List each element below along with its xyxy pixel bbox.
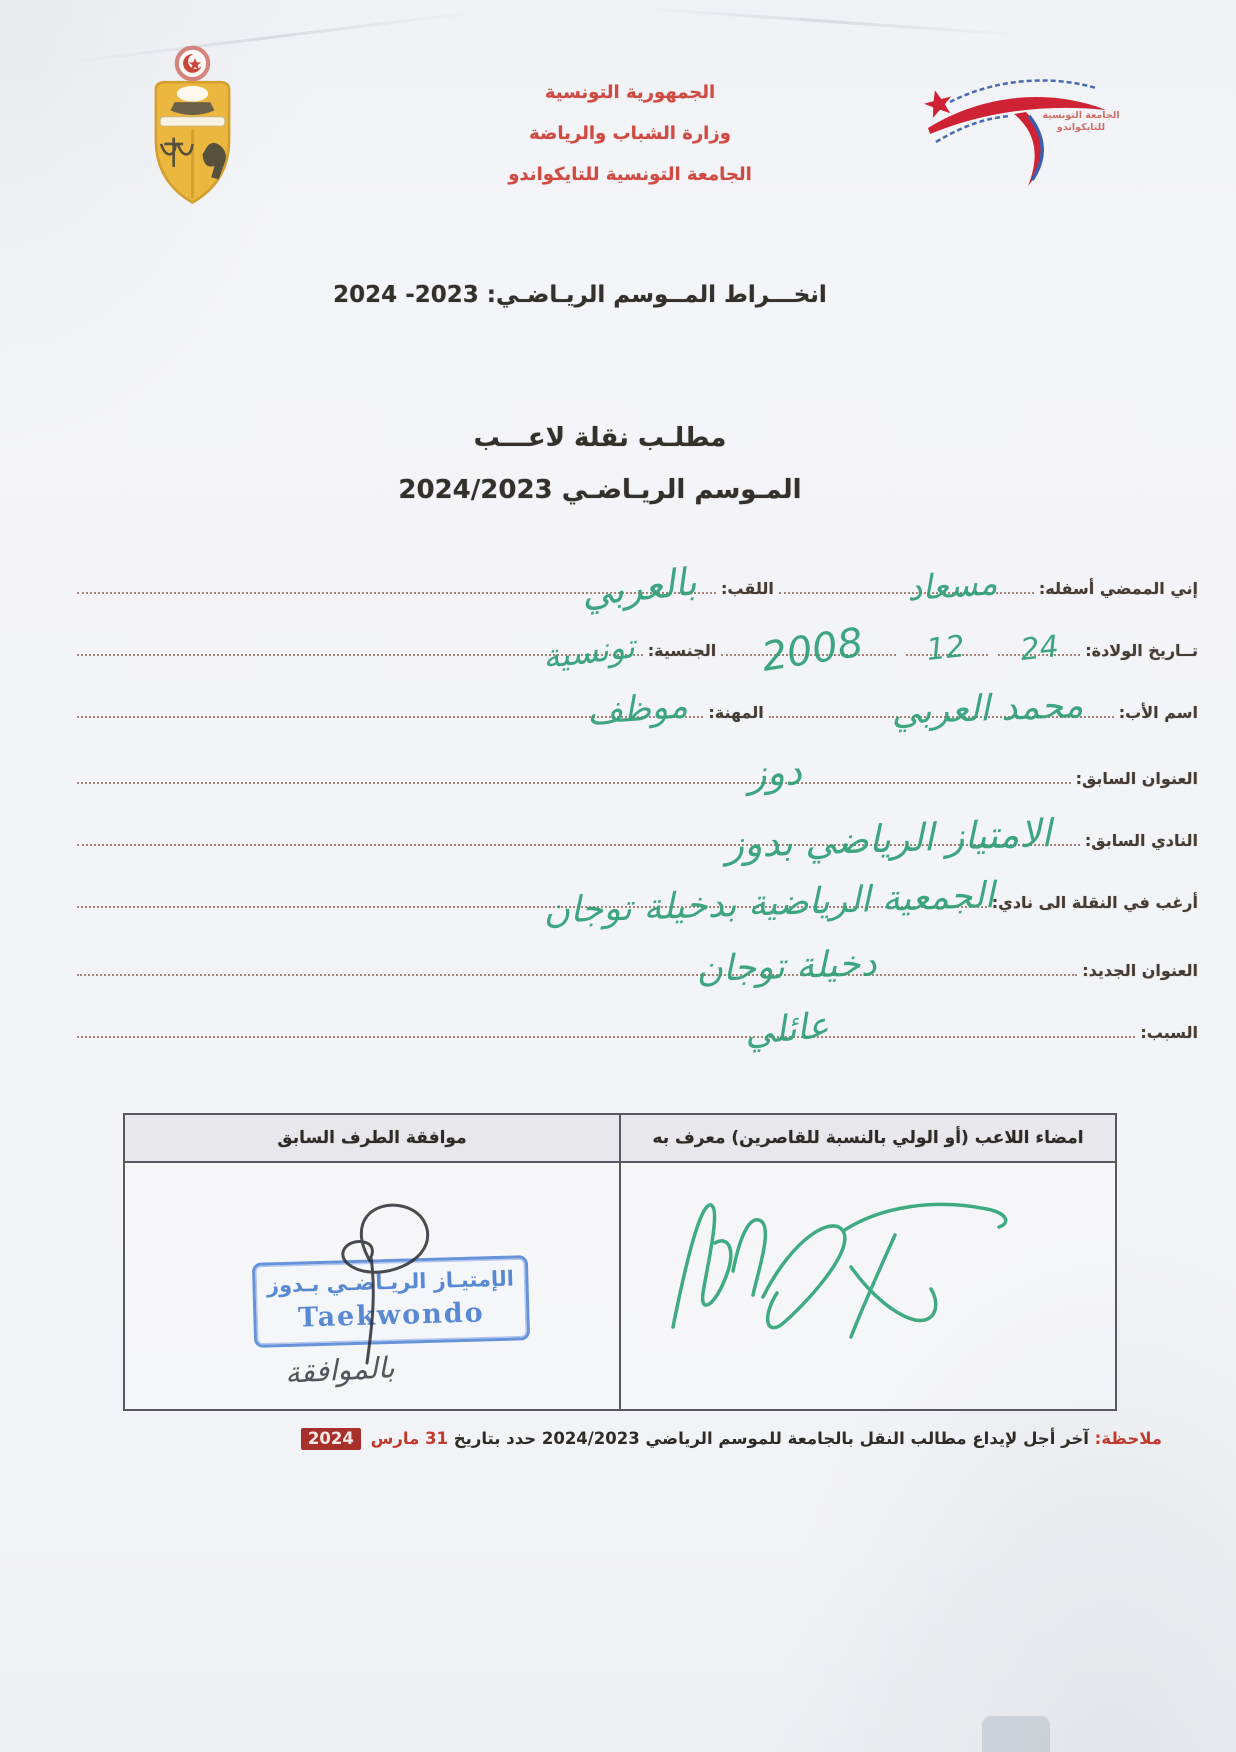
row-new-address <box>72 914 1198 991</box>
taekwondo-federation-logo <box>872 52 1128 212</box>
label-previous-club: النادي السابق: <box>1084 831 1198 850</box>
label-father-name: اسم الأب: <box>1118 703 1198 722</box>
stamp-latin-line: Taekwondo <box>297 1297 486 1334</box>
handwritten-previous-address: دوز <box>746 749 803 796</box>
handwritten-reason: عائلي <box>742 1005 831 1054</box>
row-previous-club <box>72 790 1198 867</box>
field-nationality <box>77 626 643 677</box>
scan-artifact <box>982 1716 1050 1752</box>
note-date: 31 مارس <box>370 1429 449 1448</box>
label-undersigned: إني الممضي أسفله: <box>1038 579 1198 598</box>
stamp-arabic-line: الإمتيـاز الريـاضـي بـدوز <box>266 1266 515 1298</box>
field-new-address <box>77 943 1077 991</box>
note-label: ملاحظة: <box>1094 1429 1162 1448</box>
row-birth <box>72 600 1198 681</box>
handwritten-birth-year: 2008 <box>758 619 867 681</box>
handwritten-previous-club: الامتياز الرياضي بدوز <box>724 811 1053 867</box>
label-new-address: العنوان الجديد: <box>1082 961 1198 980</box>
label-birth-date: تــاريخ الولادة: <box>1085 641 1198 660</box>
player-signature-header: امضاء اللاعب (أو الولي بالنسبة للقاصرين) معرف به <box>619 1115 1115 1161</box>
handwritten-surname: بالعربي <box>579 559 699 616</box>
handwritten-nationality: تونسية <box>540 626 638 677</box>
field-profession <box>77 686 703 734</box>
header-line-ministry: وزارة الشباب والرياضة <box>529 123 731 144</box>
label-transfer-to-club: أرغب في النقلة الى نادي: <box>991 893 1198 912</box>
handwritten-new-address: دخيلة توجان <box>695 943 878 991</box>
header-line-republic: الجمهورية التونسية <box>544 82 716 103</box>
label-reason: السبب: <box>1140 1023 1198 1042</box>
ministry-header <box>420 72 840 195</box>
transfer-form-fields <box>72 540 1198 1054</box>
previous-party-header: موافقة الطرف السابق <box>277 1128 467 1148</box>
handwritten-approval: بالموافقة <box>284 1350 396 1390</box>
field-birth-day <box>998 629 1080 668</box>
field-previous-club <box>77 811 1080 867</box>
previous-party-cell <box>125 1163 619 1409</box>
handwritten-first-name: مسعاد <box>906 563 1000 610</box>
request-title-block <box>290 412 910 516</box>
row-new-club <box>72 852 1198 932</box>
field-birth-month <box>906 629 988 668</box>
scan-crease <box>61 10 478 64</box>
handwritten-father-name: محمد العربي <box>890 685 1084 733</box>
season-subtitle: المـوسم الريـاضـي 2024/2023 <box>398 475 802 505</box>
handwritten-new-club: الجمعية الرياضية بدخيلة توجان <box>542 875 995 932</box>
player-signature <box>645 1175 1025 1345</box>
field-new-club <box>77 875 995 932</box>
note-year-highlight: 2024 <box>301 1428 361 1450</box>
deadline-note <box>162 1428 1162 1450</box>
field-surname <box>77 559 716 616</box>
signature-table-body <box>125 1163 1115 1409</box>
tunisia-coat-of-arms-icon <box>135 40 250 230</box>
label-previous-address: العنوان السابق: <box>1075 769 1198 788</box>
row-previous-address <box>72 724 1198 796</box>
signature-table-header <box>125 1115 1115 1163</box>
field-first-name <box>779 563 1034 610</box>
federation-logo-caption: الجامعة التونسية للتايكواندو <box>1042 110 1120 133</box>
row-father <box>72 662 1198 734</box>
season-enrollment-title: انخـــراط المــوسم الريـاضـي: 2023- 2024 <box>333 282 827 308</box>
player-signature-cell <box>619 1163 1115 1409</box>
handwritten-birth-month: 12 <box>924 629 967 668</box>
field-reason <box>77 1005 1135 1054</box>
transfer-request-title: مطلـب نقلة لاعـــب <box>473 423 727 453</box>
handwritten-birth-day: 24 <box>1018 629 1061 668</box>
label-surname: اللقب: <box>721 579 774 598</box>
row-reason <box>72 982 1198 1054</box>
field-previous-address <box>77 749 1071 796</box>
handwritten-profession: موظف <box>586 686 690 734</box>
field-birth-year <box>721 619 896 681</box>
row-name <box>72 540 1198 616</box>
note-body: آخر أجل لإيداع مطالب النقل بالجامعة للموسم الرياضي 2024/2023 حدد بتاريخ <box>453 1429 1089 1448</box>
header-line-federation: الجامعة التونسية للتايكواندو <box>508 164 752 185</box>
label-profession: المهنة: <box>708 703 764 722</box>
scan-crease <box>640 7 1019 37</box>
signature-table <box>123 1113 1117 1411</box>
label-nationality: الجنسية: <box>647 641 717 660</box>
field-father-name <box>769 685 1114 733</box>
